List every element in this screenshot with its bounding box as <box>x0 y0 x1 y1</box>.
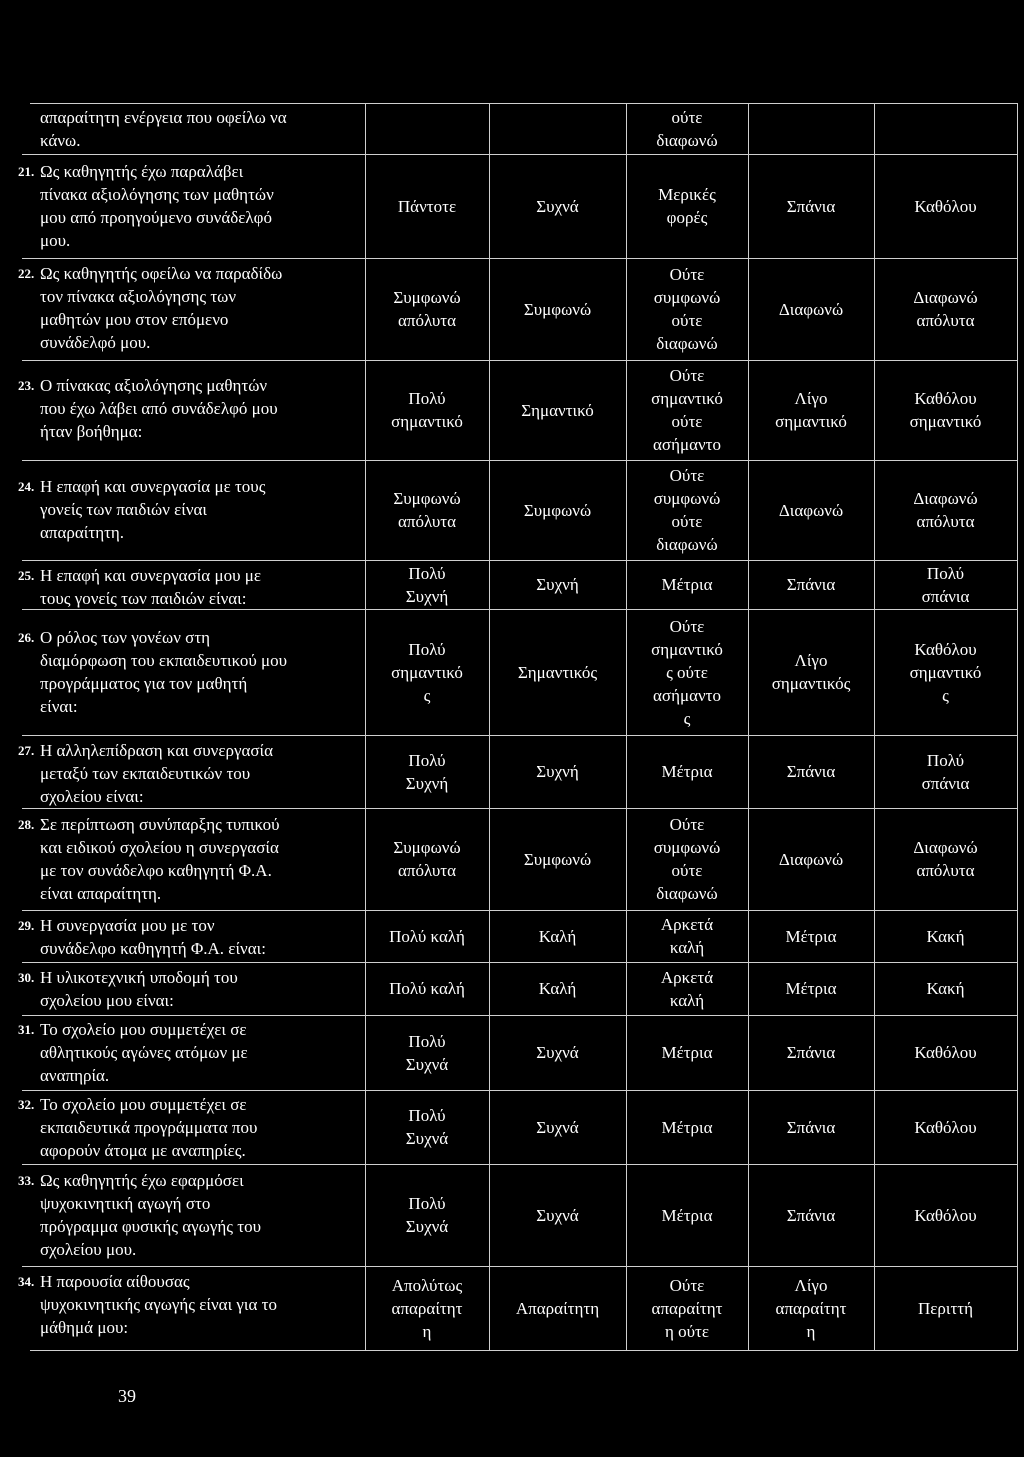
option-cell: Αρκετά καλή <box>660 915 714 957</box>
option-cell: Συμφωνώ <box>523 849 592 869</box>
question-29 <box>18 914 365 960</box>
row-divider <box>30 103 1018 104</box>
option-cell: Συχνή <box>536 575 579 594</box>
option-cell: Σπάνια <box>786 575 836 594</box>
question-30 <box>18 966 365 1012</box>
question-number: 29. <box>18 918 35 933</box>
option-cell: Διαφωνώ <box>778 849 844 869</box>
option-cell: Λίγο σημαντικό <box>775 389 847 431</box>
option-cell: Συχνά <box>536 1043 579 1062</box>
question-text: Η παρουσία αίθουσας ψυχοκινητικής αγωγής είναι για το μάθημά μου: <box>40 1272 277 1337</box>
option-cell: Πολύ σημαντικό <box>391 389 463 431</box>
question-number: 32. <box>18 1097 35 1112</box>
option-cell: Πάντοτε <box>397 196 457 216</box>
option-cell: Συμφωνώ απόλυτα <box>393 288 461 330</box>
option-cell: Μέτρια <box>661 1117 713 1137</box>
option-cell: Μέτρια <box>785 926 837 946</box>
question-26 <box>18 626 365 718</box>
option-cell: Μερικές φορές <box>658 185 716 227</box>
question-22 <box>18 262 365 354</box>
question-number: 24. <box>18 479 35 494</box>
option-cell: Λίγο απαραίτητ η <box>775 1275 847 1341</box>
question-27 <box>18 739 365 808</box>
option-cell: Συχνά <box>536 196 579 216</box>
question-text: Ο ρόλος των γονέων στη διαμόρφωση του εκπαιδευτικού μου προγράμματος για τον μαθητή είναι: <box>40 628 288 716</box>
question-text: Το σχολείο μου συμμετέχει σε εκπαιδευτικά προγράμματα που αφορούν άτομα με αναπηρίες. <box>40 1095 258 1160</box>
option-cell: Λίγο σημαντικός <box>771 651 851 693</box>
option-cell: Κακή <box>926 926 965 946</box>
option-cell: Ούτε συμφωνώ ούτε διαφωνώ <box>653 466 721 554</box>
option-cell: Μέτρια <box>785 979 837 998</box>
question-text: Σε περίπτωση συνύπαρξης τυπικού και ειδικού σχολείου η συνεργασία με τον συνάδελφο καθηγητή Φ.Α. είναι απαραίτητη. <box>40 815 280 903</box>
question-number: 27. <box>18 743 35 758</box>
question-25 <box>18 564 365 610</box>
option-cell: Ούτε σημαντικό ούτε ασήμαντο <box>651 366 723 454</box>
question-number: 22. <box>18 266 35 281</box>
question-24 <box>18 475 365 544</box>
option-cell: Καθόλου σημαντικό <box>909 389 982 431</box>
option-cell: Πολύ σπάνια <box>921 563 970 606</box>
option-cell: Σπάνια <box>786 762 836 781</box>
option-cell: Συμφωνώ <box>523 299 592 319</box>
option-cell: Πολύ καλή <box>389 979 465 998</box>
question-number: 26. <box>18 630 35 645</box>
option-cell: Διαφωνώ απόλυτα <box>913 489 978 531</box>
question-23 <box>18 374 365 443</box>
option-cell: Συχνή <box>536 762 579 781</box>
question-text: Ως καθηγητής έχω παραλάβει πίνακα αξιολόγησης των μαθητών μου από προηγούμενο συνάδελφό μου. <box>40 162 274 250</box>
option-cell: Ούτε συμφωνώ ούτε διαφωνώ <box>653 815 721 903</box>
option-cell: Μέτρια <box>661 1205 713 1225</box>
option-cell: Σπάνια <box>786 196 836 216</box>
page-number: 39 <box>118 1386 136 1406</box>
option-cell: Σημαντικός <box>517 662 598 682</box>
option-cell: Σημαντικό <box>521 400 594 420</box>
question-text: Η επαφή και συνεργασία μου με τους γονείς των παιδιών είναι: <box>40 566 261 608</box>
option-cell: Διαφωνώ <box>778 500 844 520</box>
question-32 <box>18 1093 365 1162</box>
question-text: Η αλληλεπίδραση και συνεργασία μεταξύ των εκπαιδευτικών του σχολείου είναι: <box>40 741 274 806</box>
option-cell: Περιττή <box>917 1298 974 1318</box>
option-cell: Καλή <box>538 926 577 946</box>
option-cell: Καθόλου <box>914 1043 977 1062</box>
option-cell: Πολύ Συχνή <box>405 750 449 793</box>
option-cell: Σπάνια <box>786 1205 836 1225</box>
question-number: 21. <box>18 164 35 179</box>
option-cell: Πολύ σημαντικό ς <box>391 639 463 705</box>
question-text: Η υλικοτεχνική υποδομή του σχολείου μου είναι: <box>40 968 238 1010</box>
option-cell: Καθόλου <box>914 1205 977 1225</box>
question-number: 28. <box>18 817 35 832</box>
question-21 <box>18 160 365 252</box>
option-cell: Καθόλου σημαντικό ς <box>909 639 982 705</box>
option-cell: Καθόλου <box>914 196 977 216</box>
option-cell: Διαφωνώ απόλυτα <box>913 288 978 330</box>
option-cell: Συχνά <box>536 1205 579 1225</box>
option-cell: Ούτε συμφωνώ ούτε διαφωνώ <box>653 265 721 353</box>
question-number: 33. <box>18 1173 35 1188</box>
option-cell: Αρκετά καλή <box>660 967 714 1010</box>
question-number: 25. <box>18 568 35 583</box>
option-cell: Καλή <box>538 979 577 998</box>
question-text: Ως καθηγητής οφείλω να παραδίδω τον πίνακα αξιολόγησης των μαθητών μου στον επόμενο συνάδελφό μου. <box>40 264 283 352</box>
question-28 <box>18 813 365 905</box>
option-cell: Συμφωνώ <box>523 500 592 520</box>
question-text: Η επαφή και συνεργασία με τους γονείς των παιδιών είναι απαραίτητη. <box>40 477 266 542</box>
question-text: Η συνεργασία μου με τον συνάδελφο καθηγητή Φ.Α. είναι: <box>40 916 266 958</box>
option-cell: Σπάνια <box>786 1117 836 1137</box>
col-divider <box>1017 103 1018 1350</box>
question-text: Ο πίνακας αξιολόγησης μαθητών που έχω λάβει από συνάδελφό μου ήταν βοήθημα: <box>40 376 278 441</box>
option-cell: Κακή <box>926 979 965 998</box>
question-number: 30. <box>18 970 35 985</box>
option-cell: ούτε διαφωνώ <box>656 108 718 150</box>
option-cell: Μέτρια <box>661 575 713 594</box>
question-31 <box>18 1018 365 1087</box>
question-continuation <box>30 106 365 152</box>
option-cell: Συμφωνώ απόλυτα <box>393 838 461 880</box>
option-cell: Πολύ Συχνή <box>405 563 449 606</box>
question-number: 23. <box>18 378 35 393</box>
option-cell: Μέτρια <box>661 1043 713 1062</box>
option-cell: Μέτρια <box>661 762 713 781</box>
option-cell: Καθόλου <box>914 1117 977 1137</box>
option-cell: Σπάνια <box>786 1043 836 1062</box>
option-cell: Απολύτως απαραίτητ η <box>391 1275 463 1341</box>
option-cell: Απαραίτητη <box>515 1298 600 1318</box>
question-text: απαραίτητη ενέργεια που οφείλω να κάνω. <box>40 108 287 150</box>
option-cell: Πολύ σπάνια <box>921 750 970 793</box>
option-cell: Διαφωνώ απόλυτα <box>913 838 978 880</box>
option-cell: Πολύ Συχνά <box>405 1194 449 1236</box>
option-cell: Πολύ καλή <box>389 926 465 946</box>
option-cell: Ούτε σημαντικό ς ούτε ασήμαντο ς <box>651 616 723 728</box>
option-cell: Πολύ Συχνά <box>405 1031 449 1074</box>
row-divider <box>30 1350 1018 1351</box>
option-cell: Πολύ Συχνά <box>405 1106 449 1148</box>
option-cell: Συχνά <box>536 1117 579 1137</box>
option-cell: Συμφωνώ απόλυτα <box>393 489 461 531</box>
question-33 <box>18 1169 365 1261</box>
option-cell: Ούτε απαραίτητ η ούτε <box>651 1275 723 1341</box>
question-34 <box>18 1270 365 1339</box>
question-number: 31. <box>18 1022 35 1037</box>
question-number: 34. <box>18 1274 35 1289</box>
question-text: Το σχολείο μου συμμετέχει σε αθλητικούς αγώνες ατόμων με αναπηρία. <box>40 1020 248 1085</box>
option-cell: Διαφωνώ <box>778 299 844 319</box>
question-text: Ως καθηγητής έχω εφαρμόσει ψυχοκινητική αγωγή στο πρόγραμμα φυσικής αγωγής του σχολείου μου. <box>40 1171 261 1259</box>
